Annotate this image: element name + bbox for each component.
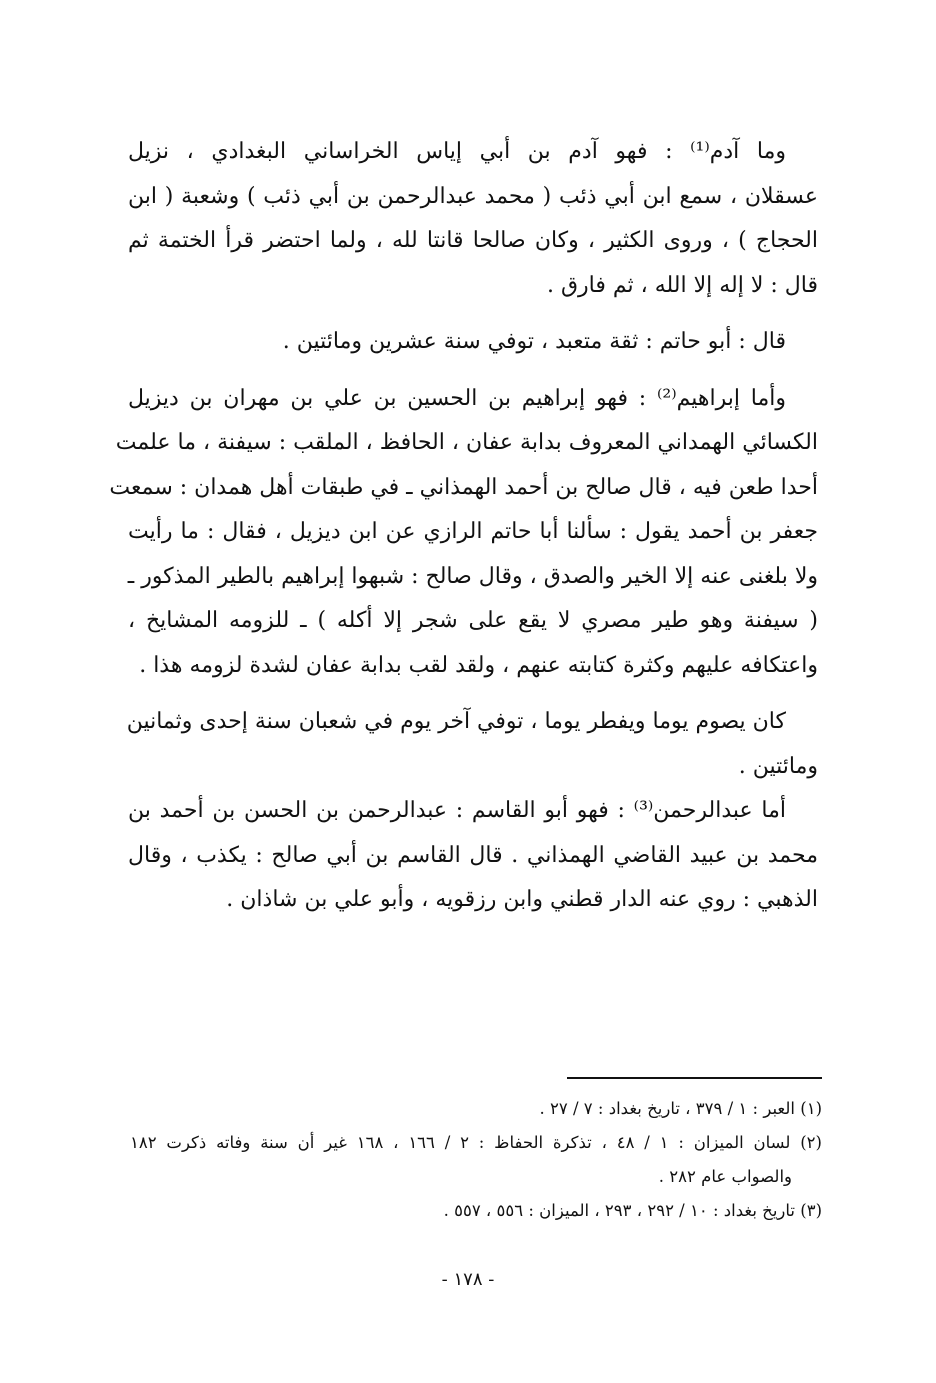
paragraph-ibrahim: [109, 377, 818, 689]
text-line: جعفر بن أحمد يقول : سألنا أبا حاتم الرازي عن ابن ديزيل ، فقال : ما رأيت: [128, 519, 818, 544]
text-line: ولا بلغنى عنه إلا الخير والصدق ، وقال صالح : شبهوا إبراهيم بالطير المذكور ـ: [127, 563, 818, 589]
footnote-1: (١) العبر : ١ / ٣٧٩ ، تاريخ بغداد : ٧ / ٢٧ .: [539, 1099, 822, 1118]
text-line: الحجاج ) ، وروى الكثير ، وكان صالحا قانتا لله ، ولما احتضر قرأ الختمة ثم: [128, 228, 818, 253]
text-line: قال : أبو حاتم : ثقة متعبد ، توفي سنة عشرين ومائتين .: [282, 329, 786, 354]
text-line: قال : لا إله إلا الله ، ثم فارق .: [546, 272, 818, 298]
footnotes: [130, 1092, 822, 1228]
paragraph-abu-hatim: [128, 320, 818, 365]
text-line: عسقلان ، سمع ابن أبي ذئب ( محمد عبدالرحمن بن أبي ذئب ) وشعبة ( ابن: [128, 183, 818, 209]
footnote-2-continued: والصواب عام ٢٨٢ .: [658, 1167, 792, 1186]
text-line: الذهبي : روي عنه الدار قطني وابن رزقويه ، وأبو علي بن شاذان .: [226, 887, 818, 912]
footnote-separator: [567, 1077, 822, 1079]
paragraph-adam: [128, 130, 818, 308]
page-number: - ١٧٨ -: [441, 1269, 495, 1290]
main-text: [109, 130, 818, 923]
text-line: ( سيفنة وهو طير مصري لا يقع على شجر إلا أكله ) ـ للزومه المشايخ ،: [128, 608, 818, 633]
text-line: الكسائي الهمداني المعروف بدابة عفان ، الحافظ ، الملقب : سيفنة ، ما علمت: [115, 430, 818, 455]
text-line: واعتكافه عليهم وكثرة كتابته عنهم ، ولقد لقب بدابة عفان لشدة لزومه هذا .: [139, 652, 818, 678]
text-line: وأما إبراهيم⁽²⁾ : فهو إبراهيم بن الحسين بن علي بن مهران بن ديزيل: [128, 385, 786, 411]
text-line: كان يصوم يوما ويفطر يوما ، توفي آخر يوم في شعبان سنة إحدى وثمانين: [126, 709, 786, 734]
text-line: وما آدم⁽¹⁾ : فهو آدم بن أبي إياس الخراساني البغدادي ، نزيل: [128, 139, 786, 164]
text-line: ومائتين .: [738, 753, 818, 779]
footnote-3: (٣) تاريخ بغداد : ١٠ / ٢٩٢ ، ٢٩٣ ، الميزان : ٥٥٦ ، ٥٥٧ .: [443, 1201, 822, 1220]
text-line: أما عبدالرحمن⁽³⁾ : فهو أبو القاسم : عبدالرحمن بن الحسن بن أحمد بن: [128, 798, 786, 823]
text-line: أحدا طعن فيه ، قال صالح بن أحمد الهمذاني ـ في طبقات أهل همدان : سمعت: [109, 474, 818, 500]
paragraph-fasting: [128, 700, 818, 789]
footnote-2: (٢) لسان الميزان : ١ / ٤٨ ، تذكرة الحفاظ : ٢ / ١٦٦ ، ١٦٨ غير أن سنة وفاته ذكرت ١٨٢: [130, 1133, 822, 1152]
text-line: محمد بن عبيد القاضي الهمذاني . قال القاسم بن أبي صالح : يكذب ، وقال: [128, 842, 818, 868]
paragraph-abdulrahman: [128, 789, 818, 923]
